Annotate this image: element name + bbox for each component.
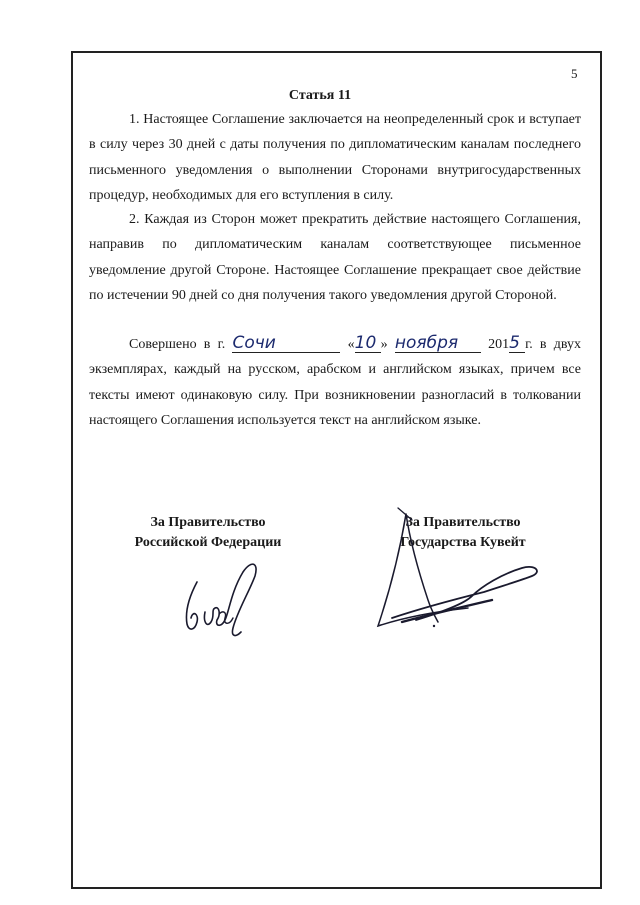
signatory-russia-line1: За Правительство	[150, 515, 266, 530]
page-number: 5	[571, 66, 578, 81]
signing-lead: Совершено в г.	[129, 337, 226, 352]
signature-kuwait	[372, 500, 552, 650]
paragraph-2-text: 2. Каждая из Сторон может прекратить действие настоящего Соглашения, направив по дипломатическим каналам соответствующее письменное уведомление другой Стороне. Настоящее Соглашение прекращает свое действие по истечении 90 дней со дня получения такого уведомления другой Стороной.	[89, 212, 581, 303]
signatory-kuwait-line1: За Правительство	[405, 515, 521, 530]
quote-open: «	[347, 337, 355, 352]
paragraph-2	[89, 207, 581, 308]
handwritten-month: ноября	[395, 334, 481, 353]
signature-russia	[175, 552, 275, 652]
paragraph-1	[89, 107, 581, 208]
signing-rest: г. в двух экземплярах, каждый на русском, арабском и английском языках, причем все тексты имеют одинаковую силу. При возникновении разногласий в толковании настоящего Соглашения используется текст на английском языке.	[89, 337, 581, 428]
signatory-kuwait-line2: Государства Кувейт	[400, 535, 526, 550]
year-prefix: 201	[488, 337, 510, 352]
handwritten-city: Сочи	[232, 334, 340, 353]
signatory-russia-line2: Российской Федерации	[134, 535, 282, 550]
handwritten-year-digit: 5	[509, 334, 525, 353]
quote-close: »	[380, 337, 388, 352]
handwritten-day: 10	[355, 334, 381, 353]
paragraph-3	[89, 332, 581, 433]
article-title: Статья 11	[288, 88, 352, 103]
signatory-russia	[118, 513, 298, 553]
paragraph-1-text: 1. Настоящее Соглашение заключается на неопределенный срок и вступает в силу через 30 дней с даты получения по дипломатическим каналам последнего письменного уведомления о выполнении Сторонами внутригосударственных процедур, необходимых для его вступления в силу.	[89, 112, 581, 203]
